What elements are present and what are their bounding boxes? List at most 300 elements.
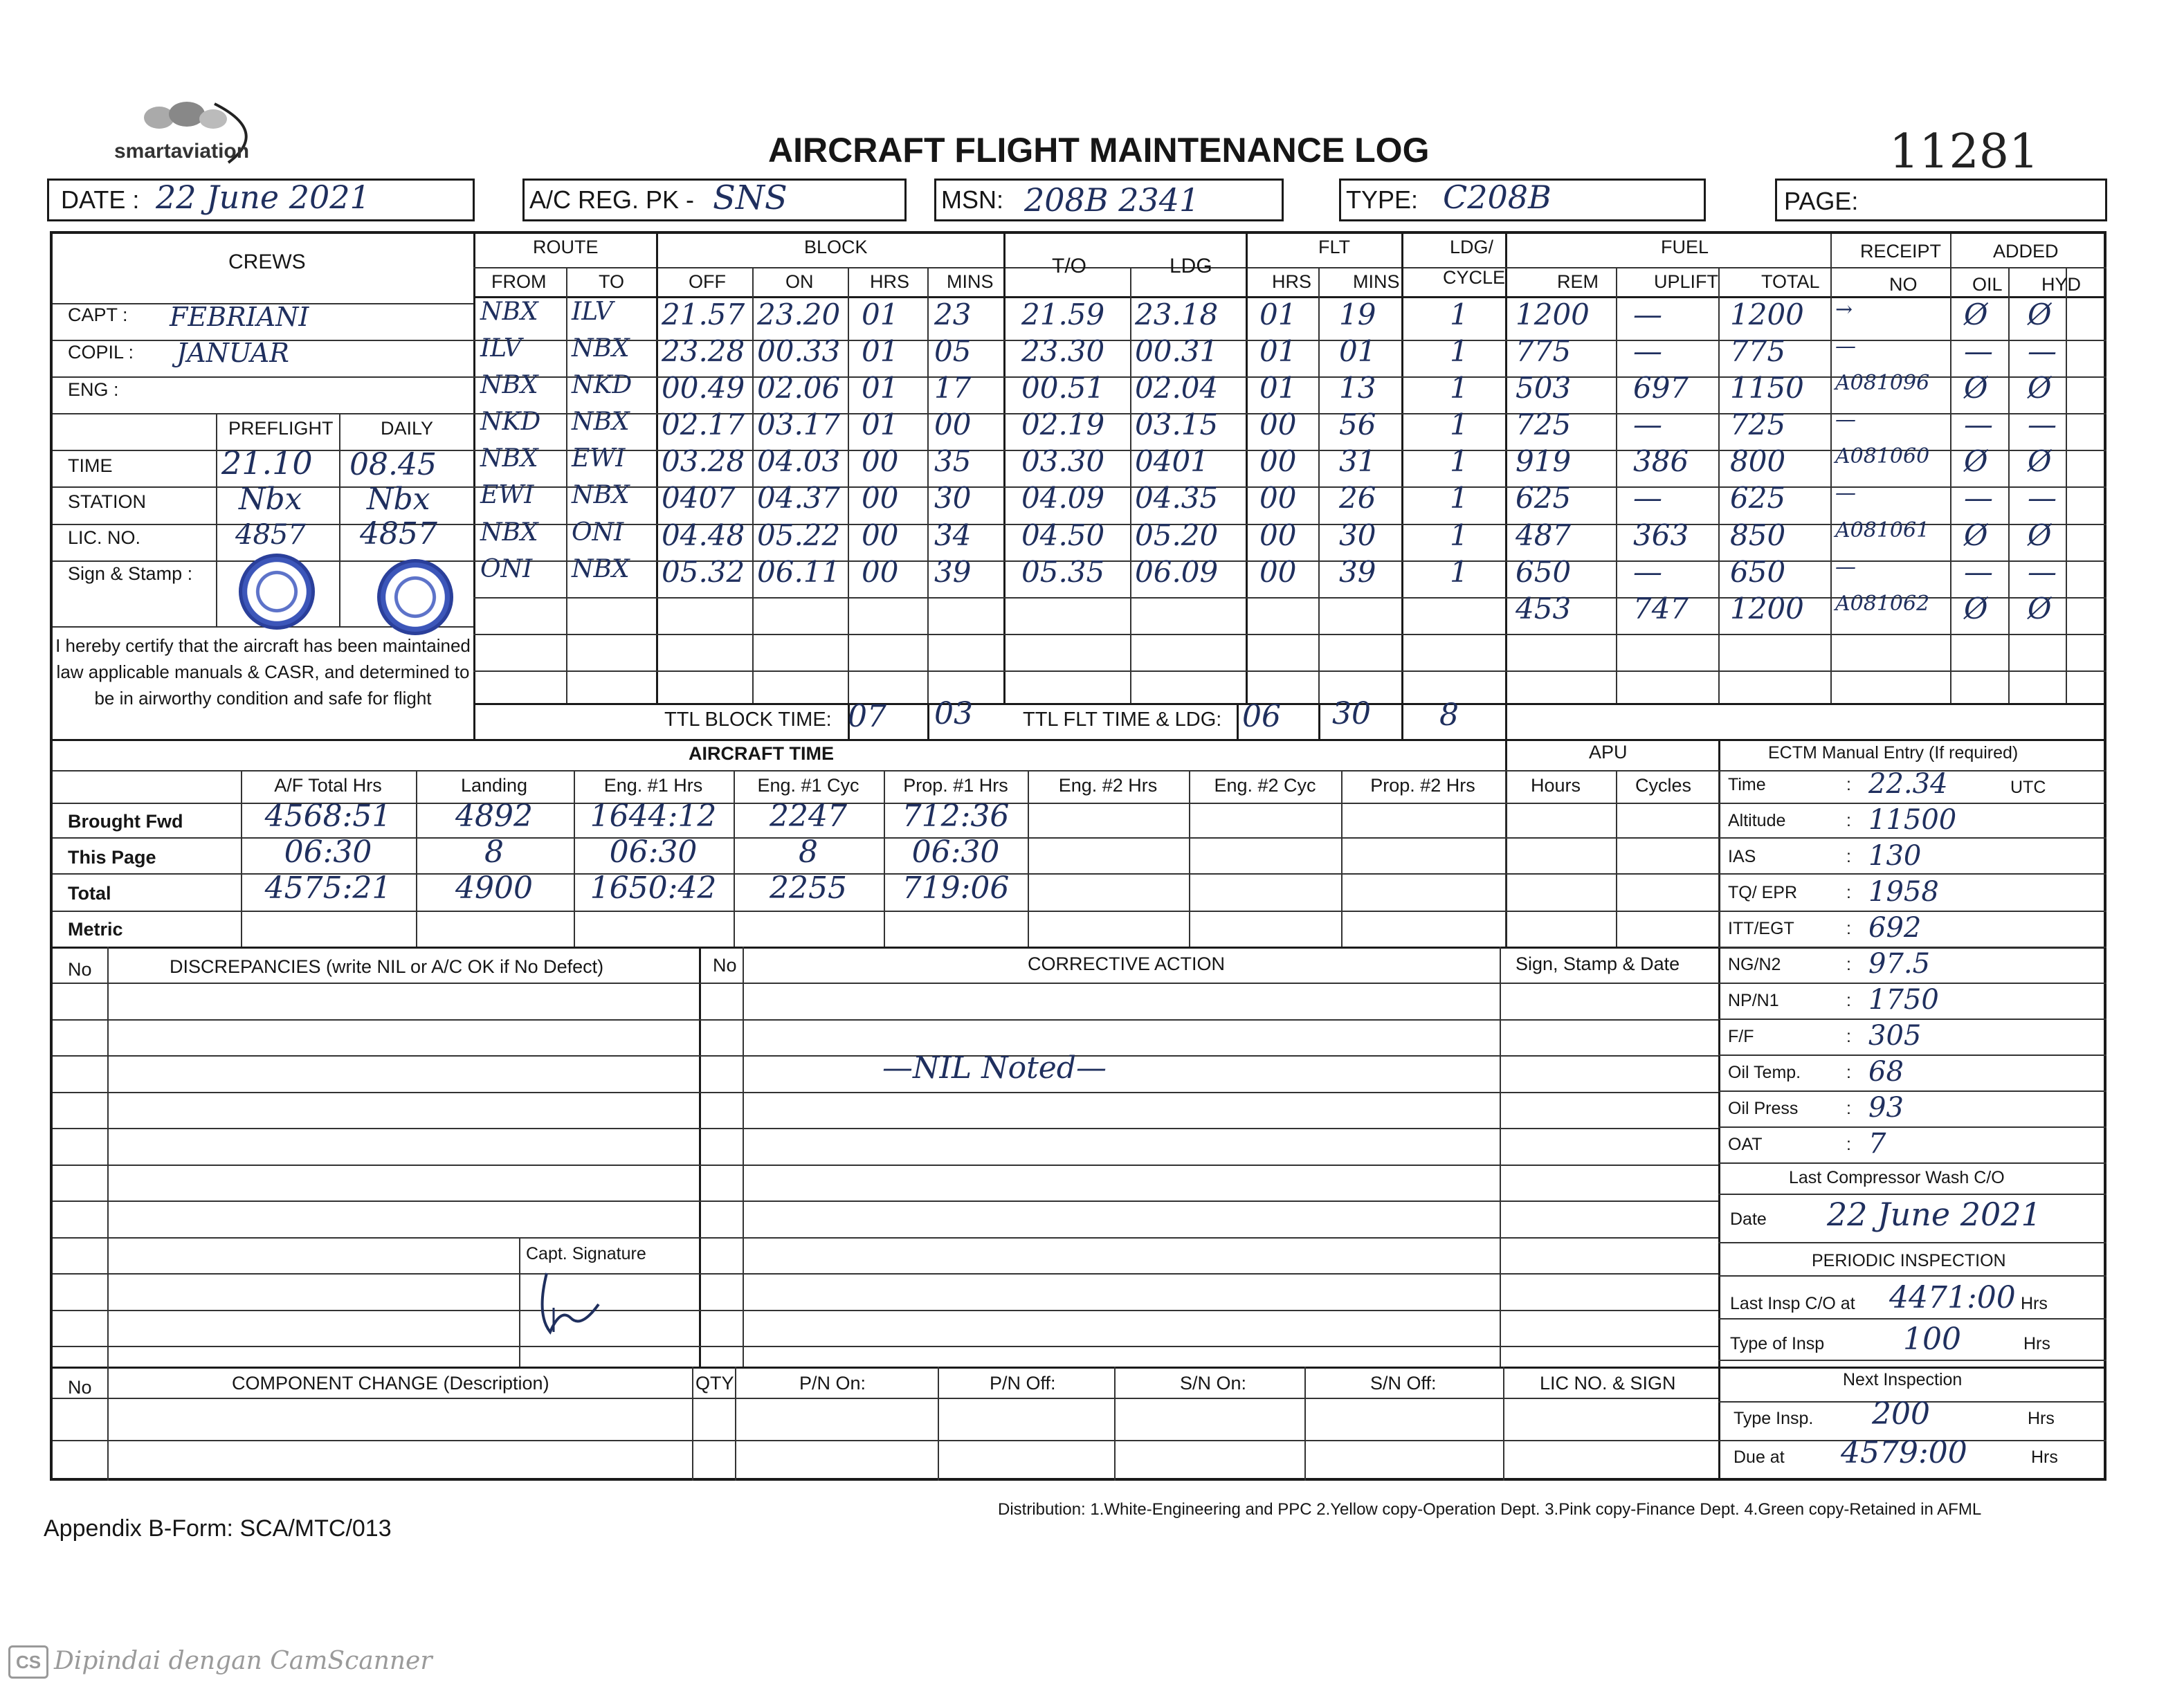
rule-line [1718,770,1720,947]
disc-header: DISCREPANCIES (write NIL or A/C OK if No Defect) [170,956,604,977]
lic-daily: 4857 [360,516,437,551]
flight-ldg-cell: 03.15 [1135,408,1219,441]
rule-line [53,1367,2106,1369]
flight-mins-cell: 35 [934,444,972,478]
fuel-uplift-cell: — [1633,481,1662,515]
ectm-colon: : [1846,955,1851,974]
aircraft-time-row-label: Brought Fwd [68,811,183,832]
fuel-total-cell: 1150 [1730,371,1804,405]
capt-label: CAPT : [68,304,128,325]
flight-off-cell: 04.48 [662,518,745,552]
route-to: TO [599,271,625,292]
lic-preflight: 4857 [235,519,306,551]
ldg-cycle-2: CYCLE [1443,267,1506,288]
rule-line [53,1019,1718,1021]
time-preflight: 21.10 [221,444,313,482]
flight-to-time-cell: 00.51 [1021,371,1105,405]
block-off: OFF [689,271,726,292]
flight-to-cell: NBX [572,334,630,363]
ectm-colon: : [1846,1099,1851,1118]
ttl-ldg: 8 [1439,697,1459,733]
acreg-value: SNS [713,179,788,217]
flight-fmins-cell: 26 [1339,481,1376,515]
certification-text: I hereby certify that the aircraft has been maintained law applicable manuals & CASR, and determined to be in airworthy condition and safe for flight [55,635,471,709]
rule-line [1718,1055,2106,1056]
flight-to-cell: ONI [572,518,624,547]
fuel-oil-cell: Ø [1964,444,1988,478]
flight-fmins-cell: 01 [1339,334,1376,368]
fuel-rem-cell: 775 [1516,334,1572,368]
flight-cyc-cell: 1 [1450,518,1468,552]
flight-fmins-cell: 13 [1339,371,1376,405]
rule-line [1718,1090,2106,1092]
rule-line [53,1128,1718,1129]
flight-to-time-cell: 04.09 [1021,481,1105,515]
fuel-hyd-cell: Ø [2028,592,2052,626]
comp-qty: QTY [695,1373,734,1394]
page-label: PAGE: [1784,187,1859,215]
flight-to-time-cell: 04.50 [1021,518,1105,552]
ectm-header: ECTM Manual Entry (If required) [1768,743,2019,763]
ectm-value: 1958 [1868,876,1939,908]
disc-no: No [68,959,92,980]
ttl-flt-hrs: 06 [1242,699,1281,734]
aircraft-time-value: 4892 [455,798,533,834]
aircraft-time-value: 712:36 [902,798,1010,834]
fuel-uplift: UPLIFT [1654,271,1719,292]
wash-date-label: Date [1730,1209,1767,1229]
fuel-header: FUEL [1661,237,1709,257]
rule-line [1318,267,1320,703]
flight-from-cell: NBX [480,444,538,473]
fuel-uplift-cell: 386 [1633,444,1689,478]
fuel-rem-cell: 453 [1516,592,1572,626]
flight-ldg-cell: 00.31 [1135,334,1219,368]
rule-line [1130,267,1131,703]
fuel-oil-cell: Ø [1964,518,1988,552]
flight-off-cell: 23.28 [662,334,745,368]
corrective-header: CORRECTIVE ACTION [1028,953,1226,974]
fuel-receipt-cell: — [1835,481,1856,505]
daily-header: DAILY [381,418,434,439]
rule-line [53,1092,1718,1093]
msn-label: MSN: [941,185,1003,214]
rule-line [1304,1367,1306,1481]
ectm-value: 130 [1868,840,1922,872]
aircraft-time-value: 2247 [770,798,847,834]
ectm-label: IAS [1728,847,1756,866]
added-oil: OIL [1972,274,2003,295]
ectm-label: OAT [1728,1135,1763,1154]
rule-line [53,770,1718,772]
fuel-hyd-cell: Ø [2028,518,2052,552]
rule-line [1718,1275,2106,1277]
ectm-label: Time [1728,775,1766,794]
flight-from-cell: NBX [480,518,538,547]
rule-line [53,739,2106,741]
flight-mins-cell: 05 [934,334,972,368]
apu-hours: Hours [1531,775,1581,796]
flight-fmins-cell: 19 [1339,298,1376,331]
rule-line [1830,234,1832,703]
aircraft-time-value: 2255 [770,870,847,906]
flight-to-time-cell: 02.19 [1021,408,1105,441]
rule-line [1718,1242,2106,1243]
flight-ldg-cell: 02.04 [1135,371,1219,405]
apu-cycles: Cycles [1635,775,1692,796]
flight-to-time-cell: 23.30 [1021,334,1105,368]
msn-value: 208B 2341 [1024,181,1200,219]
fuel-total-cell: 1200 [1730,592,1804,626]
ectm-label: TQ/ EPR [1728,883,1798,902]
flt-header: FLT [1318,237,1350,257]
fuel-total-cell: 775 [1730,334,1786,368]
rule-line [1401,703,1403,739]
rule-line [53,911,1718,912]
rule-line [566,267,567,703]
rule-line [1505,770,1507,947]
flight-off-cell: 21.57 [662,298,745,331]
capt-signature [533,1266,616,1342]
route-from: FROM [491,271,547,292]
aircraft-time-col-header: A/F Total Hrs [274,775,382,796]
flight-fhrs-cell: 00 [1259,481,1297,515]
aircraft-time-row-label: Metric [68,919,123,940]
due-hrs: Hrs [2031,1448,2058,1467]
aircraft-time-value: 06:30 [609,834,698,870]
flight-to-time-cell: 21.59 [1021,298,1105,331]
flight-on-cell: 03.17 [757,408,841,441]
rule-line [1718,1162,2106,1164]
fuel-rem-cell: 919 [1516,444,1572,478]
scanner-watermark: Dipindai dengan CamScanner [54,1647,433,1675]
rule-line [216,413,217,626]
rule-line [1503,1367,1504,1481]
type-insp-hrs: Hrs [2023,1334,2050,1353]
ectm-value: 93 [1868,1092,1904,1124]
ectm-colon: : [1846,775,1851,794]
aircraft-time-row-label: Total [68,883,111,904]
rule-line [938,1367,939,1481]
rule-line [2066,267,2067,703]
fuel-oil-cell: Ø [1964,371,1988,405]
flight-ldg-cell: 06.09 [1135,555,1219,589]
last-insp-value: 4471:00 [1889,1280,2016,1315]
block-on: ON [785,271,814,292]
flight-fhrs-cell: 00 [1259,555,1297,589]
flight-hrs-cell: 00 [862,481,899,515]
rule-line [1718,1360,2106,1361]
ectm-value: 7 [1868,1128,1886,1160]
aircraft-time-value: 06:30 [284,834,372,870]
fuel-total-cell: 725 [1730,408,1786,441]
ectm-value: 97.5 [1868,948,1931,980]
flight-to-cell: NBX [572,481,630,509]
ldg-cycle-1: LDG/ [1450,237,1494,257]
flight-mins-cell: 23 [934,298,972,331]
disc-no2: No [713,955,737,976]
rule-line [735,1367,736,1481]
rule-line [53,413,473,414]
rule-line [699,947,701,1367]
flight-fmins-cell: 56 [1339,408,1376,441]
flight-from-cell: NBX [480,371,538,399]
flight-off-cell: 05.32 [662,555,745,589]
rule-line [1718,1126,2106,1128]
rule-line [1246,234,1248,703]
ectm-colon: : [1846,811,1851,830]
fuel-hyd-cell: Ø [2028,371,2052,405]
rule-line [53,1165,1718,1166]
rule-line [1616,770,1617,947]
flight-fhrs-cell: 01 [1259,334,1297,368]
fuel-rem-cell: 487 [1516,518,1572,552]
rule-line [1500,947,1501,1367]
next-insp-header: Next Inspection [1843,1370,1963,1389]
flight-on-cell: 05.22 [757,518,841,552]
aircraft-time-value: 8 [484,834,504,870]
flight-cyc-cell: 1 [1450,555,1468,589]
flt-mins: MINS [1353,271,1400,292]
wash-label: Last Compressor Wash C/O [1789,1168,2005,1187]
fuel-hyd-cell: Ø [2028,444,2052,478]
time-label: TIME [68,455,113,476]
fuel-hyd-cell: — [2028,334,2057,368]
lic-label: LIC. NO. [68,527,141,548]
fuel-receipt-cell: A081060 [1835,444,1930,468]
rule-line [473,634,2106,635]
rule-line [927,703,929,739]
aircraft-time-value: 8 [799,834,818,870]
fuel-total-cell: 650 [1730,555,1786,589]
block-mins: MINS [947,271,994,292]
sign-stamp-date: Sign, Stamp & Date [1516,953,1680,974]
last-insp-label: Last Insp C/O at [1730,1294,1855,1313]
flight-fmins-cell: 31 [1339,444,1376,478]
comp-no: No [68,1377,92,1398]
fuel-uplift-cell: — [1633,555,1662,589]
ectm-label: ITT/EGT [1728,919,1794,938]
fuel-oil-cell: — [1964,334,1993,368]
ectm-value: 692 [1868,912,1922,944]
fuel-uplift-cell: — [1633,408,1662,441]
flight-fhrs-cell: 01 [1259,371,1297,405]
rule-line [1718,1194,2106,1195]
rule-line [473,267,2106,268]
acreg-label: A/C REG. PK - [529,185,695,214]
company-logo [111,90,277,166]
copil-value: JANUAR [176,338,289,368]
aircraft-time-value: 1644:12 [590,798,717,834]
type-label: TYPE: [1346,185,1419,214]
ttl-block-hrs: 07 [848,699,886,734]
ectm-label: F/F [1728,1027,1754,1046]
scanner-badge: CS [8,1645,48,1679]
flight-on-cell: 06.11 [757,555,841,589]
flight-ldg-cell: 05.20 [1135,518,1219,552]
serial-number: 11281 [1889,125,2039,179]
type-insp-value: 100 [1903,1322,1961,1357]
fuel-uplift-cell: — [1633,334,1662,368]
flight-on-cell: 04.37 [757,481,841,515]
flight-on-cell: 04.03 [757,444,841,478]
flight-fmins-cell: 39 [1339,555,1376,589]
daily-stamp [377,559,453,635]
receipt-header: RECEIPT [1860,241,1942,262]
flight-to-cell: ILV [572,298,613,326]
rule-line [692,1367,693,1481]
type-insp-label: Type of Insp [1730,1334,1825,1353]
rule-line [53,376,473,378]
comp-header: COMPONENT CHANGE (Description) [232,1373,549,1394]
flight-from-cell: NBX [480,298,538,326]
ectm-utc: UTC [2010,778,2046,797]
flight-mins-cell: 39 [934,555,972,589]
due-value: 4579:00 [1841,1435,1967,1470]
fuel-total-cell: 1200 [1730,298,1804,331]
capt-value: FEBRIANI [170,302,309,332]
fuel-total-cell: 625 [1730,481,1786,515]
fuel-oil-cell: Ø [1964,298,1988,331]
flight-fhrs-cell: 00 [1259,518,1297,552]
fuel-rem-cell: 503 [1516,371,1572,405]
ectm-colon: : [1846,991,1851,1010]
aircraft-time-value: 1650:42 [590,870,717,906]
aircraft-time-col-header: Eng. #1 Cyc [757,775,859,796]
due-label: Due at [1733,1448,1785,1467]
fuel-uplift-cell: 697 [1633,371,1689,405]
rule-line [1114,1367,1116,1481]
rule-line [1237,703,1239,739]
flight-hrs-cell: 00 [862,518,899,552]
flight-on-cell: 23.20 [757,298,841,331]
fuel-receipt-cell: — [1835,334,1856,358]
ectm-colon: : [1846,1063,1851,1082]
ttl-block-mins: 03 [934,696,973,731]
rule-line [53,983,1718,984]
rule-line [53,1237,1718,1239]
flight-ldg-cell: 0401 [1135,444,1209,478]
fuel-hyd-cell: — [2028,555,2057,589]
aircraft-time-col-header: Eng. #2 Cyc [1214,775,1316,796]
comp-pn-on: P/N On: [799,1373,866,1394]
comp-pn-off: P/N Off: [990,1373,1056,1394]
flight-off-cell: 03.28 [662,444,745,478]
ectm-colon: : [1846,1135,1851,1154]
fuel-rem-cell: 1200 [1516,298,1590,331]
rule-line [241,770,242,947]
flight-cyc-cell: 1 [1450,444,1468,478]
apu-header: APU [1589,742,1628,763]
rule-line [1718,873,2106,875]
preflight-stamp [239,554,315,630]
wash-date-value: 22 June 2021 [1827,1196,2041,1233]
flight-ldg-cell: 23.18 [1135,298,1219,331]
ttl-flt-mins: 30 [1332,696,1371,731]
fuel-total-cell: 850 [1730,518,1786,552]
flight-from-cell: ONI [480,555,533,583]
fuel-uplift-cell: 363 [1633,518,1689,552]
date-value: 22 June 2021 [156,179,370,216]
time-daily: 08.45 [349,447,437,482]
fuel-rem-cell: 650 [1516,555,1572,589]
comp-sn-on: S/N On: [1180,1373,1247,1394]
flight-cyc-cell: 1 [1450,298,1468,331]
ectm-colon: : [1846,919,1851,938]
aircraft-time-col-header: Eng. #2 Hrs [1058,775,1158,796]
flight-to-cell: NBX [572,408,630,436]
flight-to-cell: EWI [572,444,626,473]
rule-line [107,1367,109,1481]
aircraft-time-col-header: Prop. #1 Hrs [903,775,1008,796]
corrective-entry: —NIL Noted— [882,1050,1107,1086]
next-type-value: 200 [1872,1396,1930,1432]
route-header: ROUTE [533,237,599,257]
rule-line [656,234,658,703]
eng-label: ENG : [68,379,119,400]
flight-on-cell: 00.33 [757,334,841,368]
flight-fhrs-cell: 01 [1259,298,1297,331]
rule-line [473,703,2106,705]
ectm-value: 305 [1868,1020,1922,1052]
fuel-rem-cell: 725 [1516,408,1572,441]
rule-line [1189,770,1190,947]
rule-line [1718,1318,2106,1320]
ectm-colon: : [1846,883,1851,902]
aircraft-time-value: 4900 [455,870,533,906]
rule-line [53,1310,1718,1311]
flight-off-cell: 02.17 [662,408,745,441]
ttl-flt-label: TTL FLT TIME & LDG: [1023,709,1222,731]
fuel-receipt-cell: A081061 [1835,518,1930,542]
appendix-text: Appendix B-Form: SCA/MTC/013 [44,1515,392,1542]
fuel-hyd-cell: — [2028,481,2057,515]
aircraft-time-col-header: Eng. #1 Hrs [603,775,703,796]
ectm-label: NG/N2 [1728,955,1781,974]
fuel-receipt-cell: → [1835,298,1853,322]
added-header: ADDED [1993,241,2059,262]
type-value: C208B [1443,179,1551,216]
next-type-label: Type Insp. [1733,1409,1814,1428]
flight-fhrs-cell: 00 [1259,444,1297,478]
flight-mins-cell: 34 [934,518,972,552]
receipt-no: NO [1889,274,1918,295]
flight-to-time-cell: 03.30 [1021,444,1105,478]
fuel-oil-cell: — [1964,408,1993,441]
next-type-hrs: Hrs [2028,1409,2055,1428]
fuel-oil-cell: — [1964,555,1993,589]
flight-cyc-cell: 1 [1450,408,1468,441]
flight-cyc-cell: 1 [1450,481,1468,515]
ectm-label: Oil Press [1728,1099,1799,1118]
aircraft-time-col-header: Landing [460,775,528,796]
landing-header: LDG [1170,255,1212,277]
crews-header: CREWS [228,250,306,273]
flight-ldg-cell: 04.35 [1135,481,1219,515]
station-label: STATION [68,491,146,512]
block-hrs: HRS [870,271,910,292]
flight-on-cell: 02.06 [757,371,841,405]
form-title: AIRCRAFT FLIGHT MAINTENANCE LOG [768,131,1430,170]
flight-cyc-cell: 1 [1450,334,1468,368]
aircraft-time-value: 719:06 [902,870,1010,906]
ectm-value: 68 [1868,1056,1904,1088]
rule-line [1003,234,1005,703]
flight-from-cell: ILV [480,334,522,363]
ectm-colon: : [1846,1027,1851,1046]
date-label: DATE : [61,185,140,214]
aircraft-time-col-header: Prop. #2 Hrs [1370,775,1475,796]
